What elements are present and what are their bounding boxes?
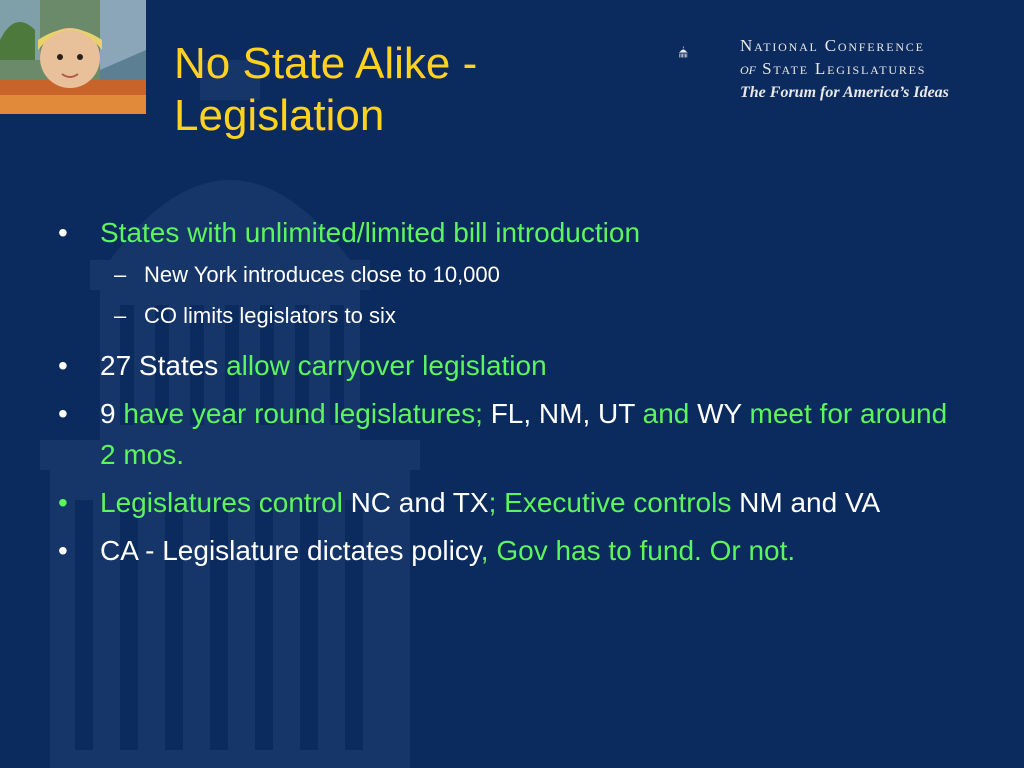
dash-icon: – — [114, 262, 127, 287]
ncsl-logo — [740, 34, 949, 106]
bullet-item — [58, 393, 958, 475]
bullet-text: FL, NM, UT — [490, 398, 643, 429]
bullet-icon: • — [58, 398, 68, 429]
bullet-text: 27 States — [100, 350, 227, 381]
bullet-text: have year round legislatures; — [123, 398, 491, 429]
bullet-text: CA - Legislature dictates policy — [100, 535, 481, 566]
bullet-icon: • — [58, 217, 68, 248]
bullet-text: WY — [697, 398, 742, 429]
bullet-text: Legislatures control — [100, 487, 351, 518]
slide-title: No State Alike - Legislation — [174, 39, 478, 140]
bullet-text: and — [642, 398, 698, 429]
logo-line-1: National Conference — [740, 36, 925, 55]
logo-line-2 — [740, 57, 949, 80]
bullet-list — [58, 212, 958, 578]
bullet-text: NM and VA — [739, 487, 881, 518]
bullet-item — [58, 482, 958, 523]
logo-tagline: The Forum for America’s Ideas — [740, 84, 949, 101]
bullet-icon: • — [58, 350, 68, 381]
bullet-item — [58, 212, 958, 253]
bullet-text: States with unlimited/limited bill introduction — [100, 217, 641, 248]
bullet-text: NC and TX — [350, 487, 489, 518]
logo-of: of — [740, 59, 756, 78]
sub-bullet-text: New York introduces close to 10,000 — [144, 262, 500, 287]
dash-icon: – — [114, 303, 127, 328]
capitol-dome-icon — [678, 20, 738, 90]
bullet-text: , Gov has to fund. Or not. — [480, 535, 796, 566]
bullet-text: 9 — [100, 398, 124, 429]
sub-bullet-item — [58, 301, 958, 331]
logo-line-2-text: State Legislatures — [762, 59, 927, 78]
bullet-item — [58, 345, 958, 386]
bullet-text: meet for around 2 mos. — [100, 398, 948, 470]
bullet-text: ; Executive controls — [488, 487, 740, 518]
bullet-icon: • — [58, 487, 68, 518]
bullet-item — [58, 530, 958, 571]
sub-bullet-text: CO limits legislators to six — [144, 303, 396, 328]
photo-collage — [0, 0, 146, 114]
sub-bullet-item — [58, 260, 958, 290]
bullet-text: allow carryover legislation — [226, 350, 547, 381]
bullet-icon: • — [58, 535, 68, 566]
